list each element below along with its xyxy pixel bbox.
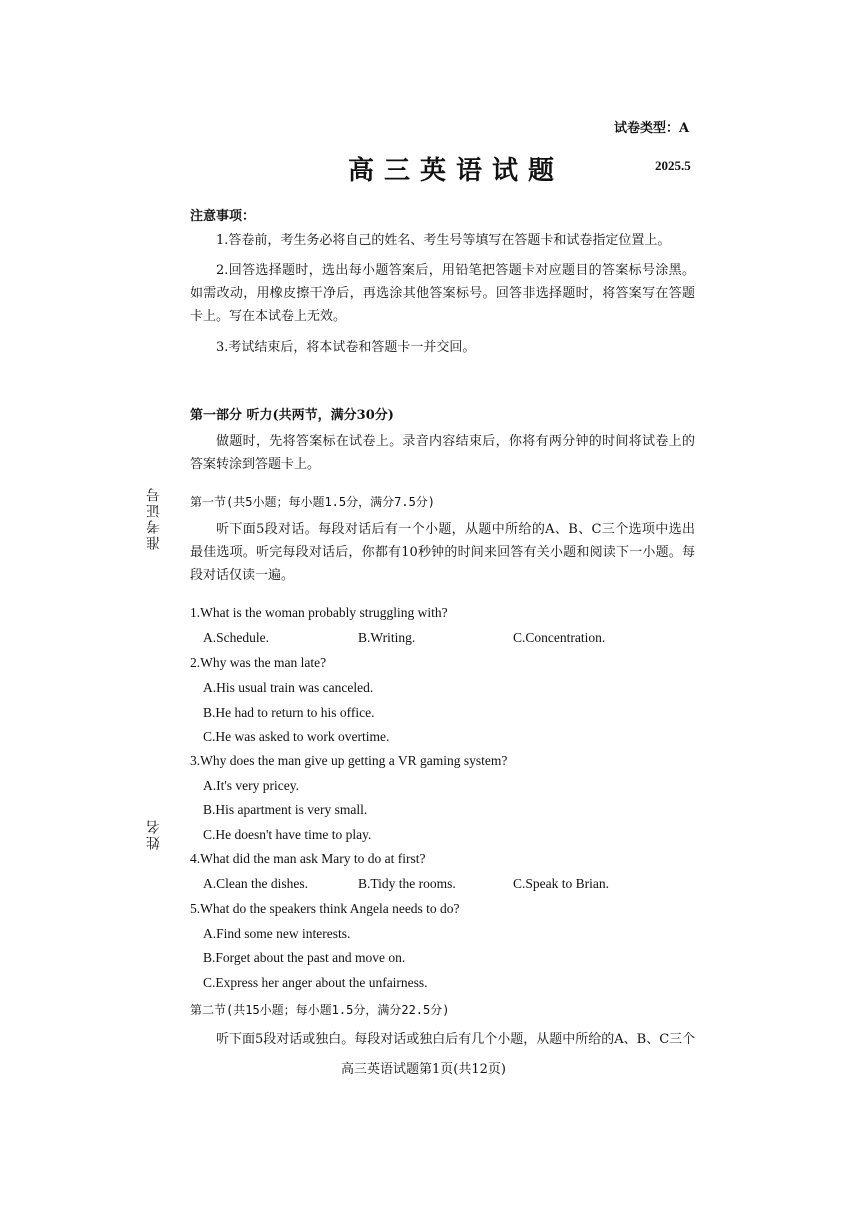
paper-type: 试卷类型：A — [614, 121, 690, 136]
note-item-2: 2.回答选择题时，选出每小题答案后，用铅笔把答题卡对应题目的答案标号涂黑。如需改动，用橡皮擦干净后，再选涂其他答案标号。回答非选择题时，将答案写在答题卡上。写在本试卷上无效。 — [190, 263, 695, 324]
q2-option-a: A.His usual train was canceled. — [203, 680, 374, 695]
question-5: 5.What do the speakers think Angela needs to do? — [190, 901, 460, 916]
note-item-1: 1.答卷前，考生务必将自己的姓名、考生号等填写在答题卡和试卷指定位置上。 — [216, 233, 671, 248]
q3-option-a: A.It's very pricey. — [203, 778, 300, 793]
section1-heading: 第一节(共5小题；每小题1.5分，满分7.5分) — [190, 495, 436, 509]
q3-option-c: C.He doesn't have time to play. — [203, 827, 372, 842]
q2-option-b: B.He had to return to his office. — [203, 705, 375, 720]
q4-option-b: B.Tidy the rooms. — [358, 876, 456, 891]
q3-option-b: B.His apartment is very small. — [203, 802, 368, 817]
question-2: 2.Why was the man late? — [190, 655, 327, 670]
question-4: 4.What did the man ask Mary to do at first? — [190, 851, 426, 866]
q5-option-b: B.Forget about the past and move on. — [203, 950, 406, 965]
note-item-3: 3.考试结束后，将本试卷和答题卡一并交回。 — [216, 340, 476, 355]
q2-option-c: C.He was asked to work overtime. — [203, 729, 390, 744]
page-footer: 高三英语试题第1页(共12页) — [341, 1062, 506, 1077]
part1-intro: 做题时，先将答案标在试卷上。录音内容结束后，你将有两分钟的时间将试卷上的答案转涂到答题卡上。 — [190, 434, 695, 472]
q1-option-a: A.Schedule. — [203, 630, 269, 645]
q4-option-c: C.Speak to Brian. — [513, 876, 609, 891]
q5-option-c: C.Express her anger about the unfairness. — [203, 975, 428, 990]
q4-option-a: A.Clean the dishes. — [203, 876, 308, 891]
page-title: 高三英语试题 — [348, 156, 565, 186]
section2-intro: 听下面5段对话或独白。每段对话或独白后有几个小题，从题中所给的A、B、C三个 — [216, 1032, 696, 1047]
q5-option-a: A.Find some new interests. — [203, 926, 351, 941]
part1-heading: 第一部分 听力(共两节，满分30分) — [190, 408, 394, 423]
q1-option-b: B.Writing. — [358, 630, 416, 645]
q1-option-c: C.Concentration. — [513, 630, 606, 645]
question-3: 3.Why does the man give up getting a VR gaming system? — [190, 753, 508, 768]
notes-heading: 注意事项： — [190, 209, 256, 224]
exam-id-label: 准考证号 — [146, 486, 162, 550]
section2-heading: 第二节(共15小题；每小题1.5分，满分22.5分) — [190, 1003, 450, 1017]
name-label: 姓名 — [146, 818, 162, 850]
question-1: 1.What is the woman probably struggling with? — [190, 605, 448, 620]
section1-intro: 听下面5段对话。每段对话后有一个小题，从题中所给的A、B、C三个选项中选出最佳选项。听完每段对话后，你都有10秒钟的时间来回答有关小题和阅读下一小题。每段对话仅读一遍。 — [190, 522, 695, 583]
exam-date: 2025.5 — [655, 158, 691, 173]
